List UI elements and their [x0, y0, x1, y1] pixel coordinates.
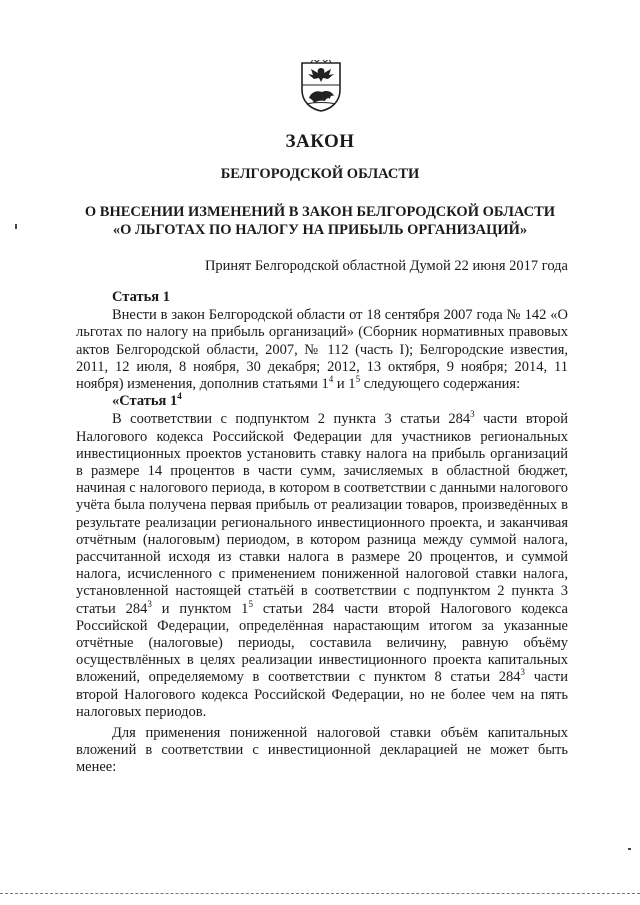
- article-1-heading: Статья 1: [112, 289, 170, 305]
- adoption-note: Принят Белгородской областной Думой 22 июня 2017 года: [204, 258, 568, 274]
- law-subject-line-1: О ВНЕСЕНИИ ИЗМЕНЕНИЙ В ЗАКОН БЕЛГОРОДСКОЙ ОБЛАСТИ: [84, 204, 556, 220]
- paragraph-text: В соответствии с подпунктом 2 пункта 3 статьи 284: [112, 411, 471, 428]
- article-1-text-part: Внести в закон Белгородской области от 18 сентября 2007 года № 142 «О льготах по налогу на прибыль организаций» (Сборник нормативных правовых актов Белгородской области, 2007, № 112 (часть I); Белгородские известия, 2011, 12 июля, 8 ноября, 30 декабря; 2012, 13 октября, 9 ноября; 2014, 11 ноября) изменения, дополнив статьями 1: [76, 307, 568, 393]
- superscript: 4: [177, 391, 182, 402]
- region-name: БЕЛГОРОДСКОЙ ОБЛАСТИ: [220, 166, 420, 182]
- document-title: ЗАКОН: [285, 131, 355, 152]
- superscript: 3: [147, 598, 152, 609]
- paragraph-text: части второй Налогового кодекса Российской Федерации для участников региональных инвестиционных проектов установить ставку налога на прибыль организаций в размере 14 процентов в части сумм, зачисляемых в областной бюджет, начиная с налогового периода, в котором в соответствии с данными налогового учёта была получена первая прибыль от реализации товаров, произведённых в результате реализации регионального инвестиционного проекта, и заканчивая отчётным (налоговым) периодом, в котором разница между суммой налога, рассчитанной исходя из ставки налога в размере 20 процентов, и суммой налога, исчисленного с применением пониженной налоговой ставки налога, установленной настоящей статьёй в соответствии с подпунктом 2 пункта 3 статьи 284: [76, 411, 568, 617]
- article-1-4-heading: [76, 393, 568, 410]
- document-body: [76, 289, 568, 777]
- superscript: 5: [248, 598, 253, 609]
- paragraph-text: статьи 284 части второй Налогового кодекса Российской Федерации, определённая нарастающим итогом за указанные отчётные (налоговые) периоды, составила величину, равную объёму осуществлённых в целях реализации инвестиционного проекта капитальных вложений, определяемому в соответствии с пунктом 8 статьи 284: [76, 600, 568, 686]
- paragraph-text: части второй Налогового кодекса Российской Федерации, но не более чем на пять налоговых периодов.: [76, 669, 568, 720]
- superscript: 3: [520, 667, 526, 678]
- paragraph-text: и пунктом 1: [151, 600, 249, 617]
- article-1-4-heading-text: «Статья 1: [112, 393, 178, 410]
- scan-mark: [15, 224, 17, 229]
- superscript: 5: [355, 374, 361, 385]
- law-subject: [0, 203, 640, 239]
- article-1-4-paragraph-1: [76, 411, 568, 721]
- article-1-4-paragraph-2: Для применения пониженной налоговой ставки объём капитальных вложений в соответствии с инвестиционной декларацией не может быть менее:: [76, 725, 568, 776]
- coat-of-arms-icon: [299, 60, 343, 112]
- article-1-text-part: следующего содержания:: [360, 376, 521, 393]
- superscript: 3: [470, 409, 475, 420]
- scan-edge-line: [0, 893, 640, 895]
- article-1-text-part: и 1: [333, 376, 356, 393]
- scan-mark: [628, 848, 631, 850]
- superscript: 4: [328, 374, 334, 385]
- article-1-text: [76, 307, 568, 393]
- law-subject-line-2: «О ЛЬГОТАХ ПО НАЛОГУ НА ПРИБЫЛЬ ОРГАНИЗАЦИЙ»: [112, 222, 528, 238]
